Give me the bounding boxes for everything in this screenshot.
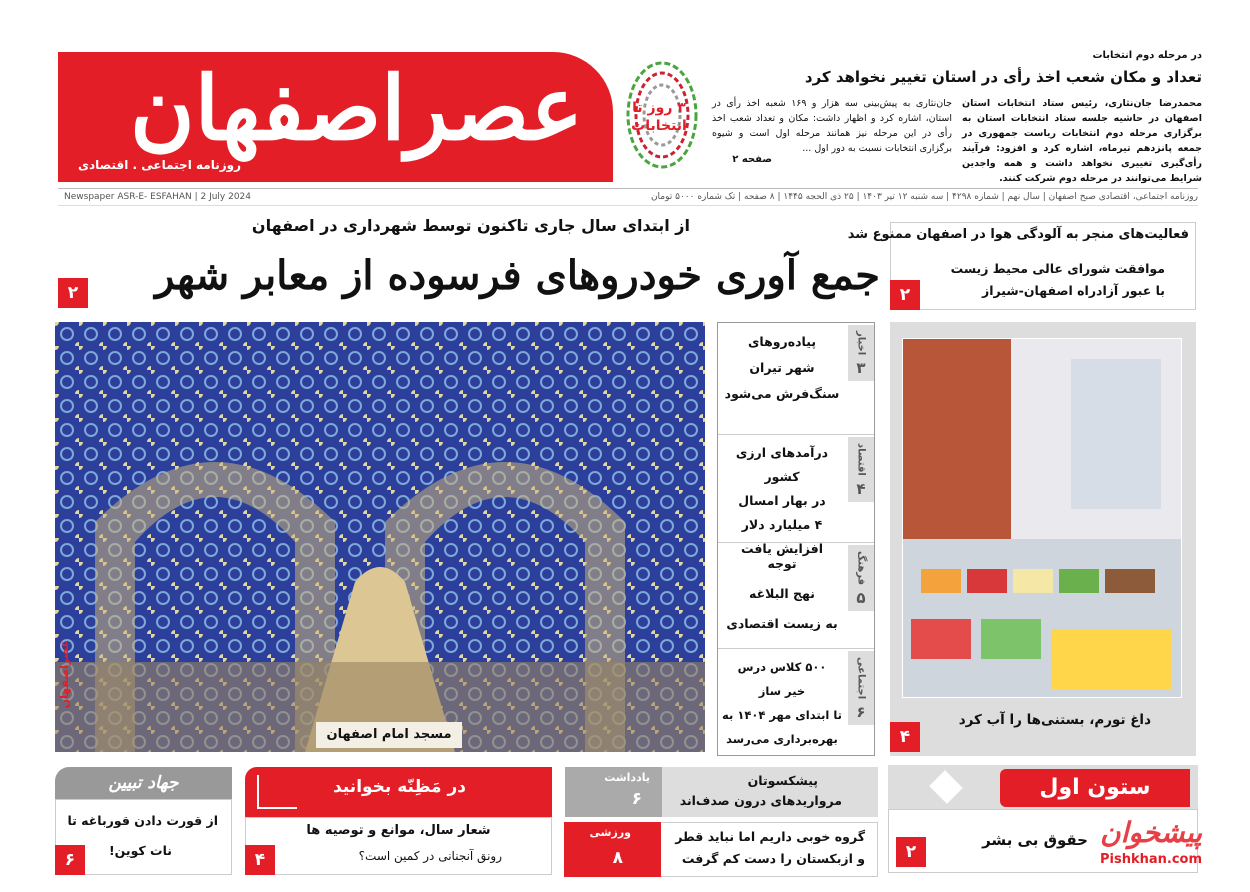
note-page: ۶ [631, 789, 642, 809]
first-column-page-number[interactable]: ۲ [896, 837, 926, 867]
election-story[interactable] [712, 50, 1202, 184]
sports-line2: و ازبکستان را دست کم گرفت [681, 851, 865, 866]
photo-credit: عصراصفهان [58, 640, 71, 709]
read-line2: رونق آنجنانی در کمین است؟ [358, 849, 502, 863]
ice-cream-caption: داغ تورم، بستنی‌ها را آب کرد [958, 712, 1151, 728]
ice-cream-page-number[interactable]: ۴ [890, 722, 920, 752]
news-line: افزایش یافت [740, 541, 824, 556]
ice-cream-story[interactable] [890, 322, 1196, 756]
news-line: خیر ساز [758, 684, 806, 698]
trend-chart-icon [257, 775, 297, 809]
pollution-line2: با عبور آزادراه اصفهان-شیراز [982, 283, 1165, 298]
sports-tab [564, 822, 661, 877]
note-box[interactable] [565, 767, 878, 817]
read-box[interactable] [245, 767, 552, 875]
read-line1: شعار سال، موانع و توصیه ها [306, 823, 491, 838]
election-countdown: ۳ روز تا [632, 100, 686, 116]
mosque-arches-image [55, 322, 705, 752]
dateline-fa: روزنامه اجتماعی، اقتصادی صبح اصفهان | سال نهم | شماره ۴۲۹۸ | سه شنبه ۱۲ تیر ۱۴۰۳ | ۲۵ ذی الحجه ۱۴۴۵ | ۸ صفحه | تک شماره ۵۰۰۰ تومان [650, 192, 1198, 202]
election-col1: محمدرضا جان‌نثاری، رئیس ستاد انتخابات استان اصفهان در حاشیه جلسه ستاد انتخابات استان به برگزاری مرحله دوم انتخابات ریاست جمهوری در جمعه پانزدهم تیرماه، اشاره کرد و افزود: فرآیند رأی‌گیری تغییری نخواهد داشت و همه واجدین شرایط می‌توانند در مرحله دوم شرکت کنند. [962, 98, 1202, 184]
pollution-title: فعالیت‌های منجر به آلودگی هوا در اصفهان ممنوع شد [847, 227, 1189, 242]
first-column-title: حقوق بی بشر [982, 831, 1088, 849]
news-item[interactable] [718, 323, 874, 435]
mosque-caption: مسجد امام اصفهان [316, 722, 462, 748]
news-line: به زیست اقتصادی [726, 616, 838, 631]
jahad-label: جهاد تبیین [55, 767, 232, 799]
news-column [717, 322, 875, 756]
note-line1: پیشکسوتان [747, 773, 818, 788]
read-label: در مَظِنّه بخوانید [333, 777, 466, 797]
news-line: سنگ‌فرش می‌شود [724, 386, 840, 401]
election-headline[interactable]: تعداد و مکان شعب اخذ رأی در استان تغییر نخواهد کرد [804, 68, 1202, 86]
main-headline[interactable]: جمع آوری خودروهای فرسوده از معابر شهر [155, 252, 880, 299]
masthead-subtitle: روزنامه اجتماعی . اقتصادی [78, 158, 241, 172]
news-item[interactable] [718, 435, 874, 556]
pollution-page-number[interactable]: ۲ [890, 280, 920, 310]
election-page-ref[interactable]: صفحه ۲ [732, 154, 772, 165]
news-line: تا ابتدای مهر ۱۴۰۴ به [722, 708, 842, 722]
note-label: یادداشت [604, 771, 650, 784]
news-line: درآمدهای ارزی کشور [735, 445, 829, 484]
ice-cream-photo [902, 338, 1182, 698]
pollution-line1: موافقت شورای عالی محیط زیست [950, 261, 1165, 276]
jahad-box[interactable] [55, 767, 232, 875]
mosque-photo [55, 322, 705, 752]
news-line: ۵۰۰ کلاس درس [737, 660, 827, 674]
jahad-page-number[interactable]: ۶ [55, 845, 85, 875]
main-supertitle: از ابتدای سال جاری تاکنون توسط شهرداری در اصفهان [251, 216, 690, 235]
first-column-label: ستون اول [1000, 769, 1190, 807]
news-line: توجه [767, 556, 797, 571]
election-label: انتخابات [631, 118, 687, 134]
pishkhan-url[interactable]: Pishkhan.com [1100, 852, 1203, 867]
pishkhan-watermark: پیشخوان [1100, 816, 1203, 849]
sports-page: ۸ [612, 848, 623, 868]
read-page-number[interactable]: ۴ [245, 845, 275, 875]
sports-box[interactable] [565, 822, 878, 877]
jahad-line1: از قورت دادن قورباغه تا [67, 813, 218, 828]
main-page-number[interactable]: ۲ [58, 278, 88, 308]
news-line: ۴ میلیارد دلار [741, 517, 823, 532]
read-band [245, 767, 552, 817]
masthead [58, 52, 613, 182]
news-section-tab: اخبار ۳ [848, 325, 874, 381]
news-item[interactable] [718, 543, 874, 649]
news-line: نهج البلاغه [749, 586, 815, 601]
news-line: شهر تیران [749, 360, 815, 375]
newspaper-logo: عصراصفهان [129, 56, 583, 160]
news-line: پیاده‌روهای [747, 334, 817, 349]
election-kicker: در مرحله دوم انتخابات [1092, 50, 1202, 61]
news-item[interactable] [718, 649, 874, 755]
news-section-tab: اقتصاد ۴ [848, 437, 874, 502]
sports-label: ورزشی [589, 826, 631, 839]
news-line: بهره‌برداری می‌رسد [726, 732, 838, 746]
pollution-box[interactable] [847, 222, 1196, 310]
note-line2: مرواریدهای درون صدف‌اند [679, 793, 842, 808]
dateline-en: Newspaper ASR-E- ESFAHAN | 2 July 2024 [64, 192, 252, 202]
news-section-tab: اجتماعی ۶ [848, 651, 874, 725]
election-col2: جان‌نثاری به پیش‌بینی سه هزار و ۱۶۹ شعبه اخذ رأی در استان، اشاره کرد و اظهار داشت: مکان و تعداد شعب اخذ رأی در این مرحله نیز همانند مرحله اول است و شیوه برگزاری انتخابات نسبت به دور اول ... [712, 98, 952, 154]
news-line: در بهار امسال [738, 493, 826, 508]
jahad-line2: نات کوین! [108, 843, 172, 858]
sports-line1: گروه خوبی داریم اما نباید قطر [675, 829, 865, 844]
election-badge [620, 55, 700, 175]
ice-cream-shop-image [902, 339, 1181, 698]
note-tab [565, 767, 662, 817]
news-section-tab: فرهنگ ۵ [848, 545, 874, 611]
dateline [58, 188, 1198, 206]
